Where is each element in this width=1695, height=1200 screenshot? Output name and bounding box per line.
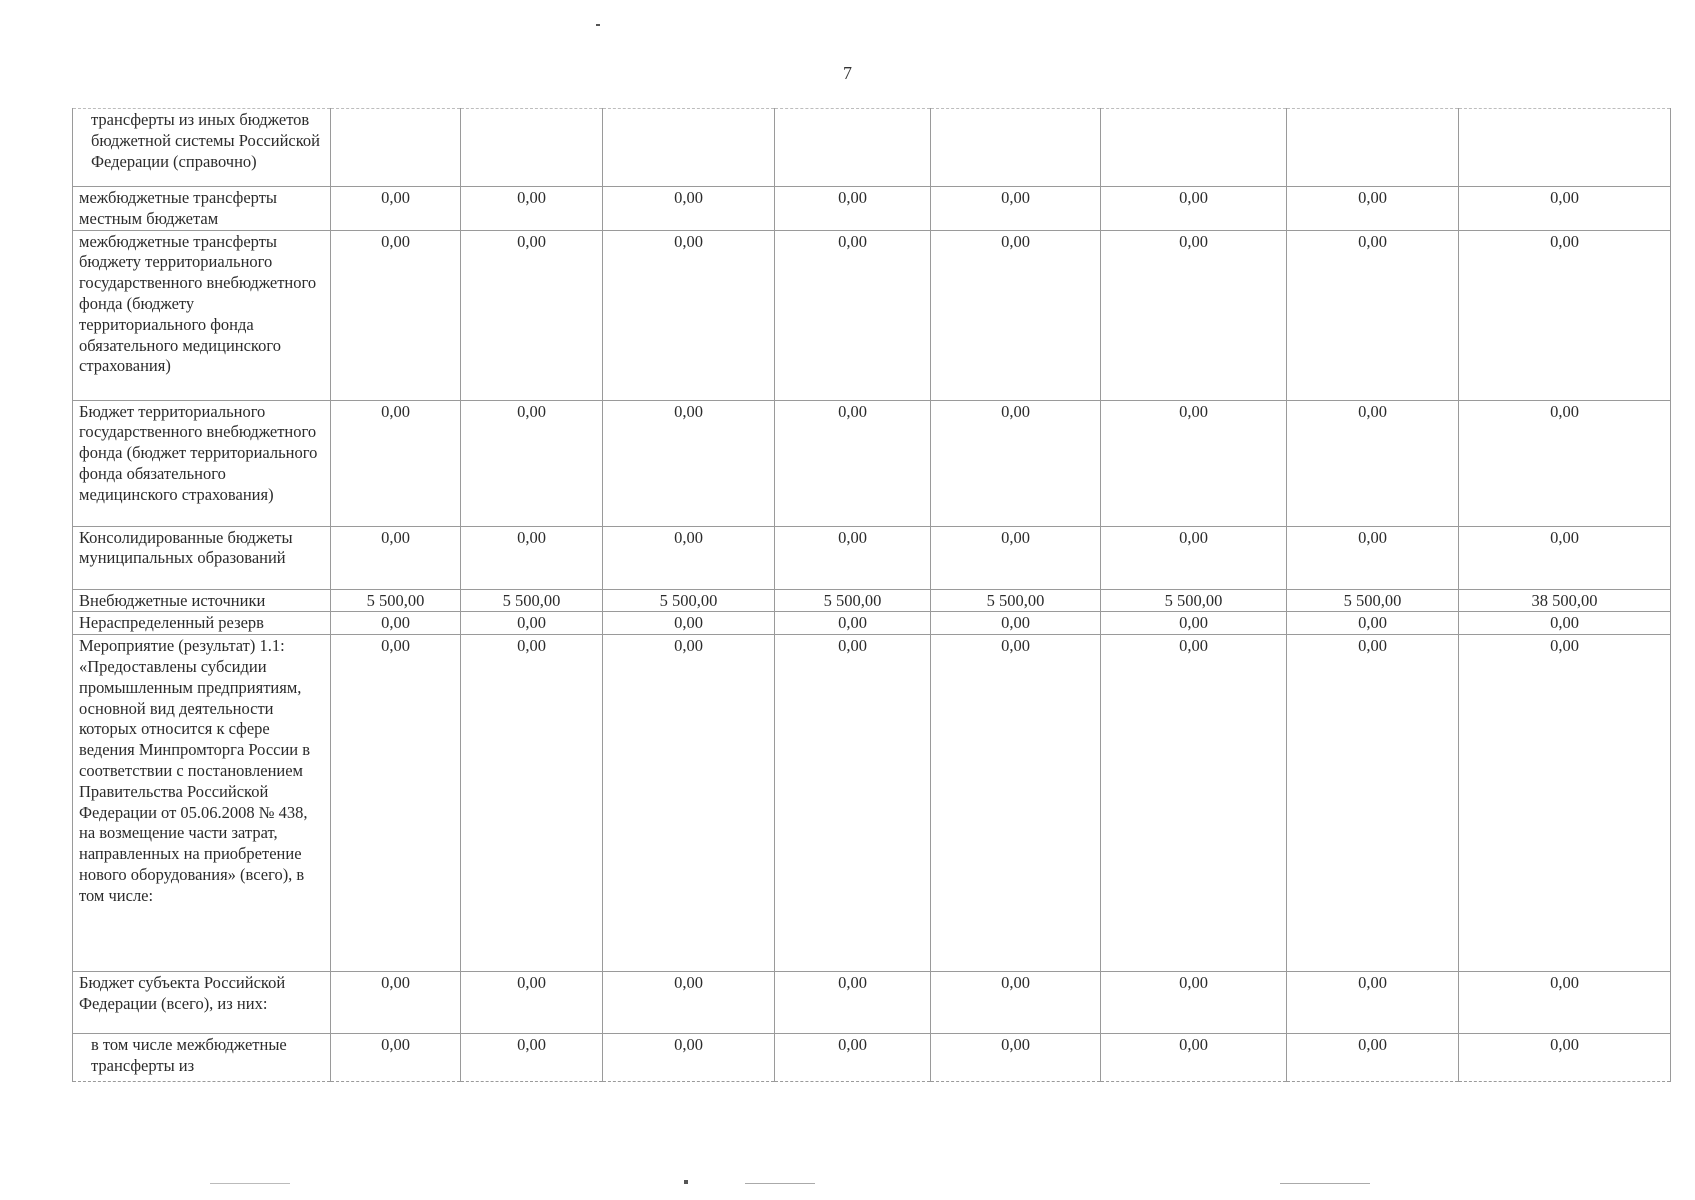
value-cell	[1459, 109, 1671, 187]
value-cell: 0,00	[1459, 972, 1671, 1034]
value-cell: 0,00	[1101, 972, 1287, 1034]
value-cell: 0,00	[603, 612, 775, 635]
value-cell: 0,00	[1101, 230, 1287, 400]
value-cell: 0,00	[331, 187, 461, 231]
value-cell: 0,00	[1287, 1034, 1459, 1082]
value-cell: 0,00	[331, 972, 461, 1034]
page-number: 7	[843, 63, 852, 83]
value-cell: 0,00	[461, 972, 603, 1034]
row-label: Внебюджетные источники	[73, 589, 331, 612]
row-label: Бюджет территориального государственного внебюджетного фонда (бюджет территориального фонда обязательного медицинского страхования)	[73, 400, 331, 526]
value-cell: 0,00	[931, 230, 1101, 400]
value-cell: 5 500,00	[931, 589, 1101, 612]
table-row	[73, 1034, 1671, 1082]
value-cell: 0,00	[1101, 635, 1287, 972]
value-cell: 0,00	[931, 612, 1101, 635]
table-row	[73, 612, 1671, 635]
value-cell: 5 500,00	[1287, 589, 1459, 612]
value-cell: 0,00	[461, 187, 603, 231]
value-cell: 0,00	[1459, 187, 1671, 231]
value-cell: 0,00	[1287, 612, 1459, 635]
table-row	[73, 972, 1671, 1034]
value-cell: 0,00	[931, 1034, 1101, 1082]
scan-speck	[1280, 1183, 1370, 1184]
value-cell: 0,00	[331, 400, 461, 526]
value-cell: 0,00	[603, 230, 775, 400]
value-cell: 0,00	[603, 635, 775, 972]
value-cell: 5 500,00	[461, 589, 603, 612]
value-cell: 0,00	[1101, 400, 1287, 526]
value-cell: 0,00	[603, 972, 775, 1034]
value-cell: 0,00	[1459, 400, 1671, 526]
value-cell: 0,00	[331, 635, 461, 972]
value-cell: 0,00	[1287, 187, 1459, 231]
value-cell: 0,00	[603, 400, 775, 526]
row-label: Консолидированные бюджеты муниципальных образований	[73, 526, 331, 589]
value-cell: 0,00	[1287, 526, 1459, 589]
value-cell: 5 500,00	[331, 589, 461, 612]
value-cell: 0,00	[931, 187, 1101, 231]
row-label: межбюджетные трансферты местным бюджетам	[73, 187, 331, 231]
table-row	[73, 400, 1671, 526]
value-cell	[603, 109, 775, 187]
budget-table	[72, 108, 1671, 1082]
value-cell: 5 500,00	[1101, 589, 1287, 612]
value-cell: 0,00	[1101, 526, 1287, 589]
scan-speck	[745, 1183, 815, 1184]
value-cell: 0,00	[331, 230, 461, 400]
scan-speck	[684, 1180, 688, 1184]
value-cell: 0,00	[461, 612, 603, 635]
value-cell: 0,00	[331, 1034, 461, 1082]
value-cell: 0,00	[1459, 526, 1671, 589]
value-cell: 0,00	[1459, 230, 1671, 400]
value-cell: 0,00	[775, 1034, 931, 1082]
table-body	[73, 109, 1671, 1082]
row-label: межбюджетные трансферты бюджету территориального государственного внебюджетного фонда (бюджету территориального фонда обязательного медицинского страхования)	[73, 230, 331, 400]
scan-speck	[210, 1183, 290, 1184]
value-cell: 5 500,00	[775, 589, 931, 612]
table-row	[73, 187, 1671, 231]
value-cell: 0,00	[461, 526, 603, 589]
value-cell: 0,00	[331, 526, 461, 589]
value-cell: 0,00	[603, 187, 775, 231]
value-cell: 38 500,00	[1459, 589, 1671, 612]
value-cell: 0,00	[331, 612, 461, 635]
value-cell: 0,00	[1287, 400, 1459, 526]
value-cell: 0,00	[775, 187, 931, 231]
table-row	[73, 109, 1671, 187]
value-cell: 0,00	[1101, 612, 1287, 635]
value-cell: 5 500,00	[603, 589, 775, 612]
value-cell: 0,00	[461, 400, 603, 526]
value-cell: 0,00	[1101, 1034, 1287, 1082]
value-cell: 0,00	[775, 230, 931, 400]
value-cell: 0,00	[775, 972, 931, 1034]
value-cell	[1287, 109, 1459, 187]
value-cell: 0,00	[775, 635, 931, 972]
value-cell: 0,00	[461, 635, 603, 972]
table-row	[73, 635, 1671, 972]
value-cell: 0,00	[1459, 1034, 1671, 1082]
value-cell: 0,00	[775, 526, 931, 589]
row-label: Бюджет субъекта Российской Федерации (всего), из них:	[73, 972, 331, 1034]
scan-speck	[596, 24, 600, 26]
value-cell: 0,00	[931, 635, 1101, 972]
value-cell	[331, 109, 461, 187]
value-cell: 0,00	[1287, 230, 1459, 400]
row-label: Нераспределенный резерв	[73, 612, 331, 635]
value-cell: 0,00	[1459, 635, 1671, 972]
row-label: трансферты из иных бюджетов бюджетной системы Российской Федерации (справочно)	[73, 109, 331, 187]
value-cell: 0,00	[1287, 972, 1459, 1034]
row-label: в том числе межбюджетные трансферты из	[73, 1034, 331, 1082]
table-row	[73, 526, 1671, 589]
value-cell: 0,00	[931, 972, 1101, 1034]
value-cell: 0,00	[931, 526, 1101, 589]
value-cell: 0,00	[461, 1034, 603, 1082]
value-cell: 0,00	[461, 230, 603, 400]
value-cell	[461, 109, 603, 187]
value-cell: 0,00	[603, 1034, 775, 1082]
table-row	[73, 589, 1671, 612]
value-cell: 0,00	[775, 612, 931, 635]
value-cell: 0,00	[775, 400, 931, 526]
row-label: Мероприятие (результат) 1.1: «Предоставлены субсидии промышленным предприятиям, основной вид деятельности которых относится к сфере ведения Минпромторга России в соответствии с постановлением Правительства Российской Федерации от 05.06.2008 № 438, на возмещение части затрат, направленных на приобретение нового оборудования» (всего), в том числе:	[73, 635, 331, 972]
value-cell: 0,00	[931, 400, 1101, 526]
table-row	[73, 230, 1671, 400]
value-cell: 0,00	[1101, 187, 1287, 231]
value-cell	[775, 109, 931, 187]
value-cell	[1101, 109, 1287, 187]
value-cell	[931, 109, 1101, 187]
value-cell: 0,00	[1287, 635, 1459, 972]
value-cell: 0,00	[1459, 612, 1671, 635]
value-cell: 0,00	[603, 526, 775, 589]
